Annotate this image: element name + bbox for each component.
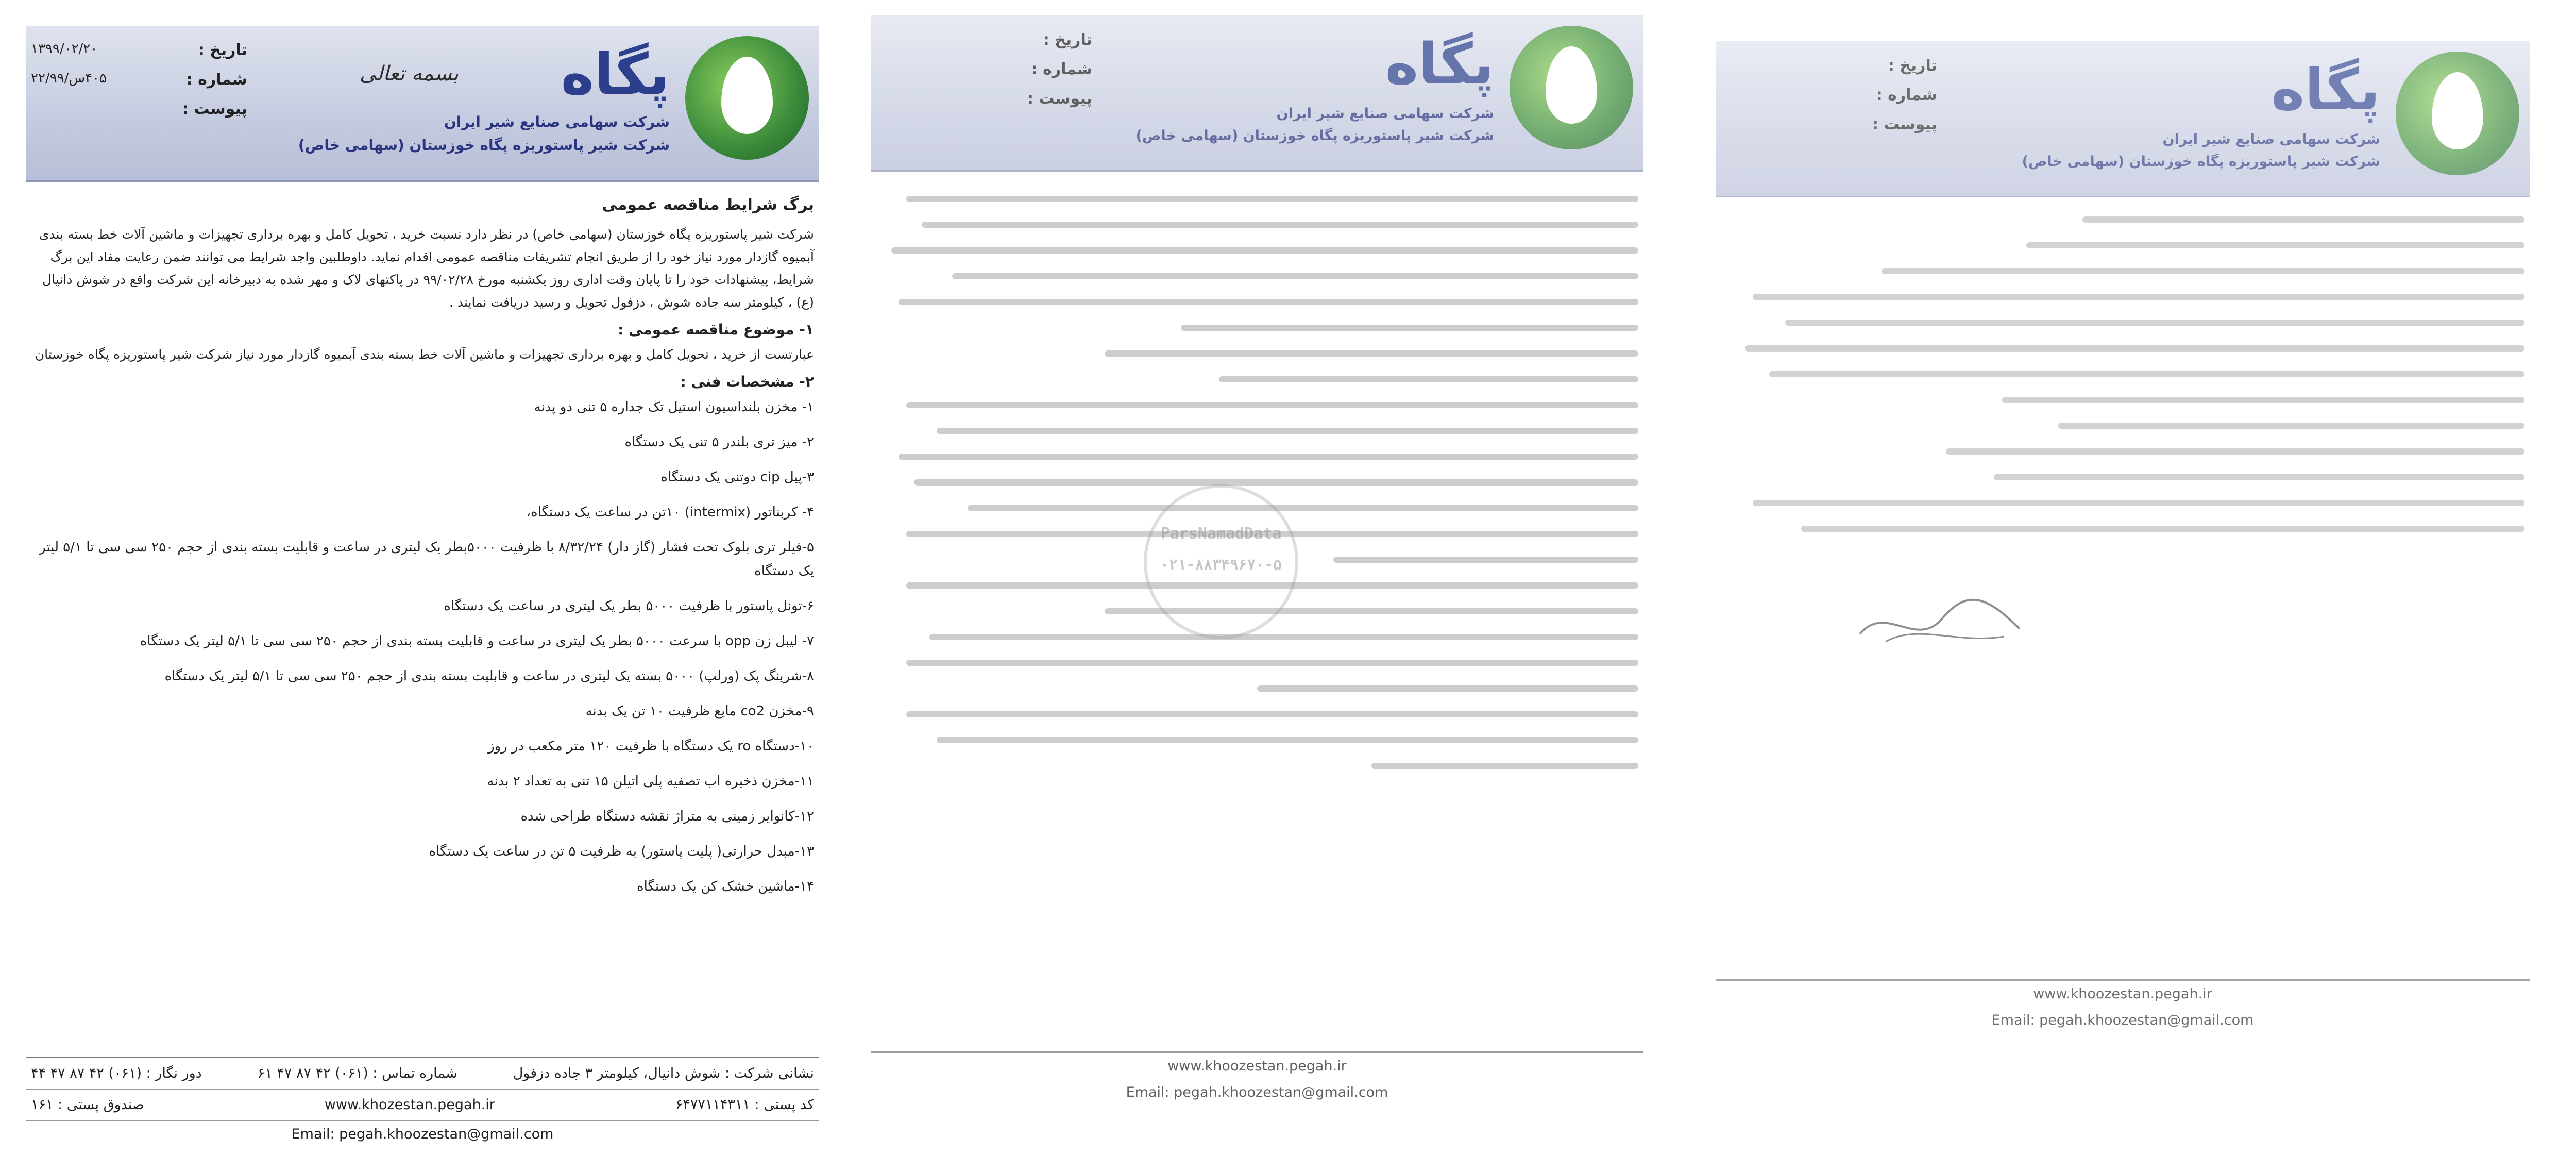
- spec-item: ۱۱-مخزن ذخیره اب تصفیه پلی اتیلن ۱۵ تنی به تعداد ۲ بدنه: [487, 774, 814, 789]
- date-label: تاریخ :: [1888, 57, 1937, 75]
- document-page-3: [1700, 36, 2545, 1093]
- spec-list: [31, 395, 814, 898]
- footer-postal-code: کد پستی : ۶۴۷۷۱۱۴۳۱۱: [675, 1097, 814, 1113]
- attachment-label: پیوست :: [1872, 115, 1937, 133]
- letter-meta: [1721, 57, 1937, 145]
- attachment-label: پیوست :: [182, 100, 247, 118]
- date-label: تاریخ :: [1043, 31, 1092, 49]
- spec-item: ۹-مخزن co2 مایع ظرفیت ۱۰ تن یک بدنه: [585, 704, 814, 719]
- letter-footer: [1716, 979, 2530, 1033]
- number-label: شماره :: [186, 71, 247, 89]
- spec-item: ۲- میز تری بلندر ۵ تنی یک دستگاه: [624, 434, 814, 450]
- footer-phone: شماره تماس : (۰۶۱) ۴۲ ۸۷ ۴۷ ۶۱: [257, 1065, 457, 1081]
- letter-footer: [26, 1057, 819, 1147]
- section-2-heading: ۲- مشخصات فنی :: [680, 373, 814, 390]
- intro-paragraph: شرکت شیر پاستوریزه پگاه خوزستان (سهامی خاص) در نظر دارد نسبت خرید ، تحویل کامل و بهره برداری تجهیزات و ماشین آلات خط بسته بندی آبمیوه گازدار مورد نیاز خود را از طریق انجام تشریفات مناقصه عمومی اقدام نماید. داوطلبین واجد شرایط می توانند ضمن رعایت مفاد این برگ شرایط، پیشنهادات خود را تا پایان وقت اداری روز یکشنبه مورخ ۹۹/۰۲/۲۸ در پاکتهای لاک و مهر شده به دبیرخانه این شرکت واقع در شوش دانیال (ع) ، کیلومتر سه جاده شوش ، دزفول تحویل و رسید دریافت نمایند .: [39, 227, 814, 310]
- date-value: ۱۳۹۹/۰۲/۲۰: [31, 41, 98, 57]
- company-name-1: شرکت سهامی صنایع شیر ایران: [444, 113, 670, 130]
- spec-item: ۱۲-کانوایر زمینی به متراژ نقشه دستگاه طراحی شده: [520, 809, 814, 824]
- letterhead: [26, 26, 819, 182]
- attachment-label: پیوست :: [1027, 90, 1092, 108]
- footer-address: نشانی شرکت : شوش دانیال، کیلومتر ۳ جاده دزفول: [513, 1065, 814, 1081]
- watermark-stamp: [1144, 484, 1298, 639]
- company-name-1: شرکت سهامی صنایع شیر ایران: [2162, 131, 2380, 147]
- spec-item: ۱- مخزن بلنداسیون استیل تک جداره ۵ تنی دو پدنه: [534, 399, 814, 415]
- number-label: شماره :: [1876, 86, 1937, 104]
- header-signature: بسمه تعالی: [359, 62, 459, 86]
- footer-fax: دور نگار : (۰۶۱) ۴۲ ۸۷ ۴۷ ۴۴: [31, 1065, 202, 1081]
- document-title: برگ شرایط مناقصه عمومی: [602, 196, 814, 214]
- spec-item: ۴- کربناتور (intermix) ۱۰تن در ساعت یک دستگاه،: [526, 505, 814, 520]
- section-1-heading: ۱- موضوع مناقصه عمومی :: [618, 321, 814, 338]
- letter-body: [31, 196, 814, 910]
- date-label: تاریخ :: [198, 41, 247, 59]
- footer-email[interactable]: Email: pegah.khoozestan@gmail.com: [291, 1126, 554, 1142]
- pegah-logo-icon: [2396, 52, 2519, 175]
- footer-website[interactable]: www.khoozestan.pegah.ir: [1167, 1058, 1347, 1074]
- pegah-logo-icon: [1510, 26, 1633, 149]
- brand-name: پگاه: [1385, 31, 1494, 97]
- spec-item: ۸-شرینگ پک (ورلپ) ۵۰۰۰ بسته یک لیتری در ساعت و قابلیت بسته بندی از حجم ۲۵۰ سی سی تا ۵/۱ لیتر یک دستگاه: [164, 668, 814, 684]
- watermark-phone: ۰۲۱-۸۸۳۴۹۶۷۰-۵: [1160, 556, 1282, 573]
- letter-meta: [876, 31, 1092, 119]
- spec-item: ۵-فیلر تری بلوک تحت فشار (گاز دار) ۸/۳۲/۲۴ با ظرفیت ۵۰۰۰بطر یک لیتری در ساعت و قابلیت بسته بندی از حجم ۲۵۰ سی سی تا ۵/۱ لیتر یک دستگاه: [39, 540, 814, 579]
- spec-item: ۱۳-مبدل حرارتی( پلیت پاستور) به ظرفیت ۵ تن در ساعت یک دستگاه: [429, 844, 814, 859]
- letterhead: [871, 15, 1643, 172]
- footer-email[interactable]: Email: pegah.khoozestan@gmail.com: [1126, 1084, 1388, 1100]
- footer-website[interactable]: www.khozestan.pegah.ir: [324, 1097, 495, 1113]
- number-label: شماره :: [1031, 60, 1092, 78]
- footer-email[interactable]: Email: pegah.khoozestan@gmail.com: [1991, 1012, 2254, 1028]
- letter-meta: [31, 41, 247, 129]
- section-1-text: عبارتست از خرید ، تحویل کامل و بهره برداری تجهیزات و ماشین آلات خط بسته بندی آبمیوه گازدار مورد نیاز شرکت شیر پاستوریزه پگاه خوزستان: [35, 347, 814, 362]
- spec-item: ۱۴-ماشین خشک کن یک دستگاه: [637, 879, 814, 894]
- spec-item: ۳-پیل cip دوتنی یک دستگاه: [660, 470, 814, 485]
- brand-name: پگاه: [2271, 57, 2380, 123]
- letter-body-faint: [876, 196, 1638, 789]
- company-name-1: شرکت سهامی صنایع شیر ایران: [1276, 106, 1494, 122]
- signature-icon: [1855, 593, 2030, 655]
- number-value: ۴۰۵س/۲۲/۹۹: [31, 71, 107, 86]
- spec-item: ۷- لیبل زن opp با سرعت ۵۰۰۰ بطر یک لیتری در ساعت و قابلیت بسته بندی از حجم ۲۵۰ سی سی تا ۵/۱ لیتر یک دستگاه: [140, 633, 814, 649]
- letter-body-faint: [1721, 216, 2524, 551]
- letterhead: [1716, 41, 2530, 197]
- footer-po-box: صندوق پستی : ۱۶۱: [31, 1097, 144, 1113]
- watermark-text: ParsNamadData: [1160, 525, 1282, 543]
- spec-item: ۶-تونل پاستور با ظرفیت ۵۰۰۰ بطر یک لیتری در ساعت یک دستگاه: [444, 598, 814, 614]
- spec-item: ۱۰-دستگاه ro یک دستگاه با ظرفیت ۱۲۰ متر مکعب در روز: [488, 739, 814, 754]
- document-page-1: [10, 21, 835, 1171]
- company-name-2: شرکت شیر پاستوریزه پگاه خوزستان (سهامی خاص): [1136, 128, 1494, 144]
- pegah-logo-icon: [685, 36, 809, 160]
- company-name-2: شرکت شیر پاستوریزه پگاه خوزستان (سهامی خاص): [298, 137, 670, 154]
- letter-footer: [871, 1051, 1643, 1106]
- brand-name: پگاه: [561, 41, 670, 107]
- footer-website[interactable]: www.khoozestan.pegah.ir: [2033, 986, 2212, 1002]
- company-name-2: شرکت شیر پاستوریزه پگاه خوزستان (سهامی خاص): [2022, 154, 2380, 170]
- document-page-2: [855, 10, 1659, 1171]
